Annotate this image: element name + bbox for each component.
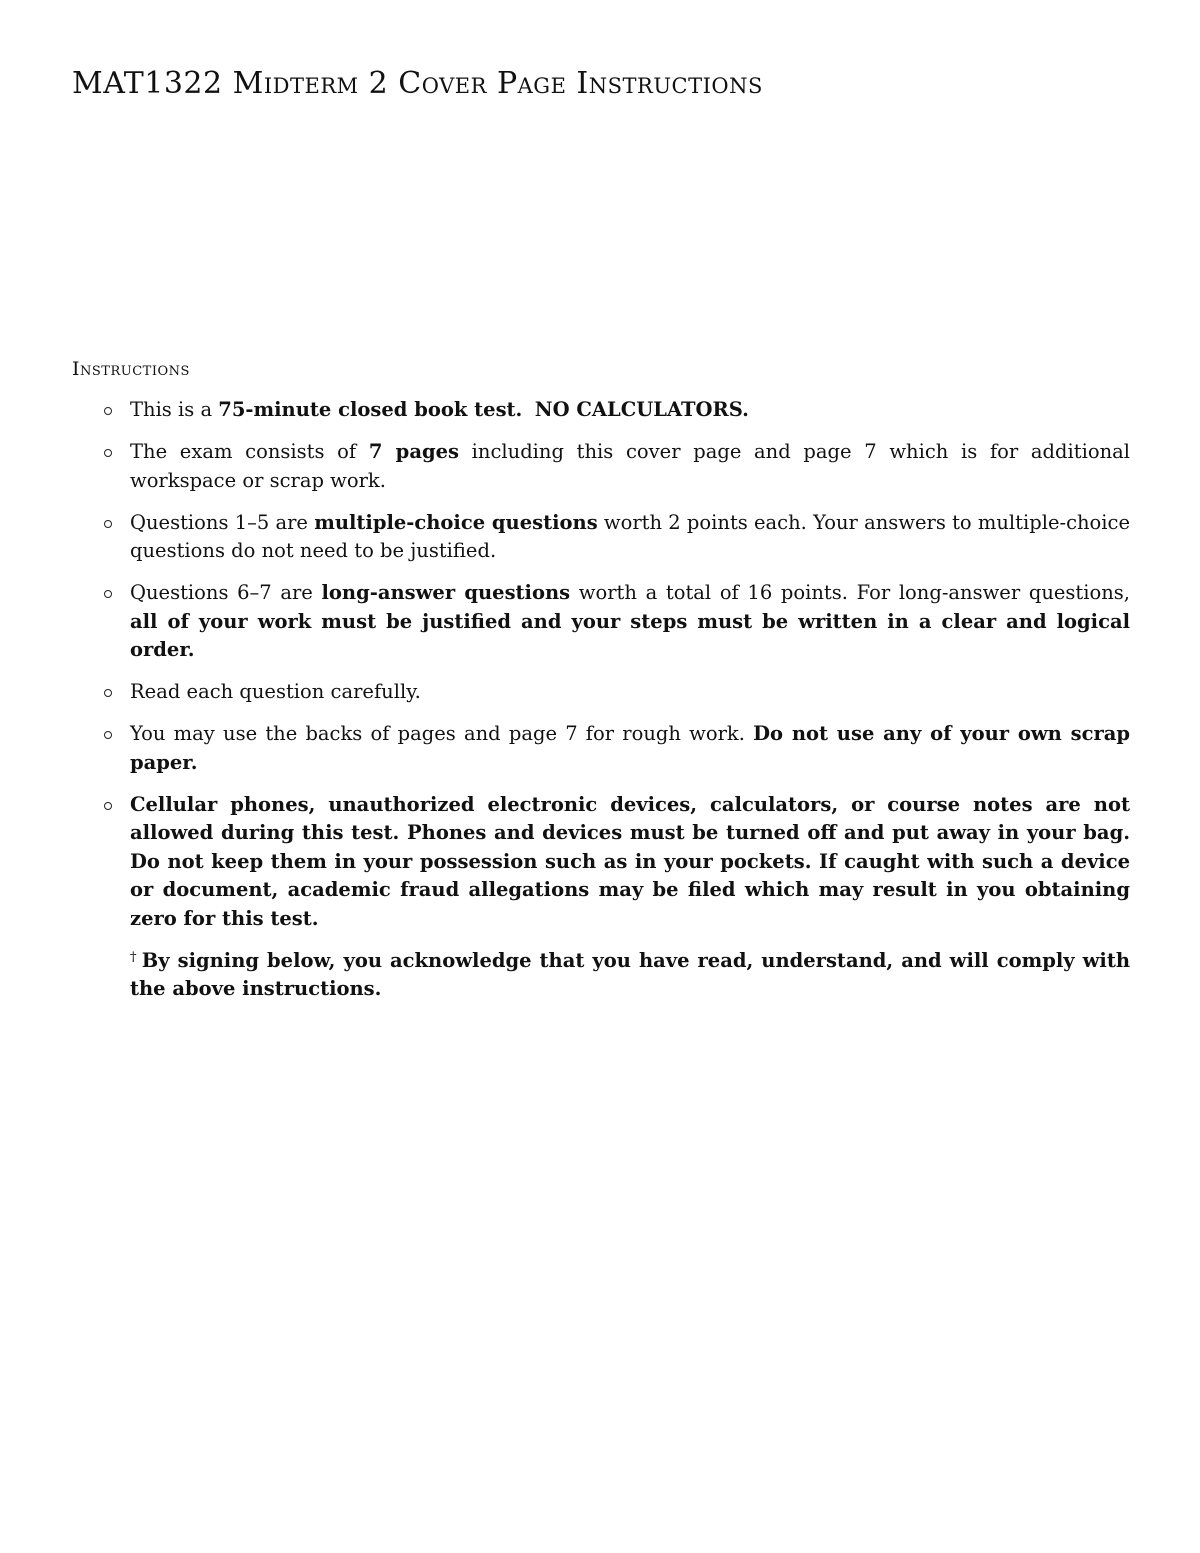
instruction-text: You may use the backs of pages and page 7 for rough work. Do not use any of your own scrap paper. [130,722,1130,774]
instruction-item [100,579,1130,665]
bullet-icon [104,407,112,415]
bullet-icon [104,731,112,739]
acknowledgement-statement [100,947,1130,1004]
bullet-icon [104,802,112,810]
acknowledgement-text: By signing below, you acknowledge that you have read, understand, and will comply with the above instructions. [130,948,1131,1000]
bullet-icon [104,689,112,697]
instruction-text: Cellular phones, unauthorized electronic devices, calculators, or course notes are not allowed during this test. Phones and devices must be turned off and put away in your bag. Do not keep them in your possession such as in your pockets. If caught with such a device or document, academic fraud allegations may be filed which may result in you obtaining zero for this test. [130,792,1130,930]
instruction-item [100,509,1130,566]
bullet-icon [104,449,112,457]
instructions-list [100,396,1130,1004]
instruction-text: The exam consists of 7 pages including this cover page and page 7 which is for additional workspace or scrap work. [130,440,1130,492]
instruction-text: Questions 1–5 are multiple-choice questions worth 2 points each. Your answers to multiple-choice questions do not need to be justified. [130,510,1130,562]
instruction-text: Questions 6–7 are long-answer questions worth a total of 16 points. For long-answer questions, all of your work must be justified and your steps must be written in a clear and logical order. [130,581,1130,661]
instruction-text: Read each question carefully. [130,680,421,703]
dagger-marker: † [130,949,138,965]
instruction-item [100,720,1130,777]
instruction-text: This is a 75-minute closed book test. NO CALCULATORS. [130,398,749,421]
instruction-item [100,791,1130,934]
instruction-item [100,678,1130,707]
instruction-item [100,438,1130,495]
bullet-icon [104,520,112,528]
instruction-item [100,396,1130,425]
document-title: MAT1322 Midterm 2 Cover Page Instructions [72,66,763,101]
bullet-icon [104,590,112,598]
section-heading: Instructions [72,358,190,380]
